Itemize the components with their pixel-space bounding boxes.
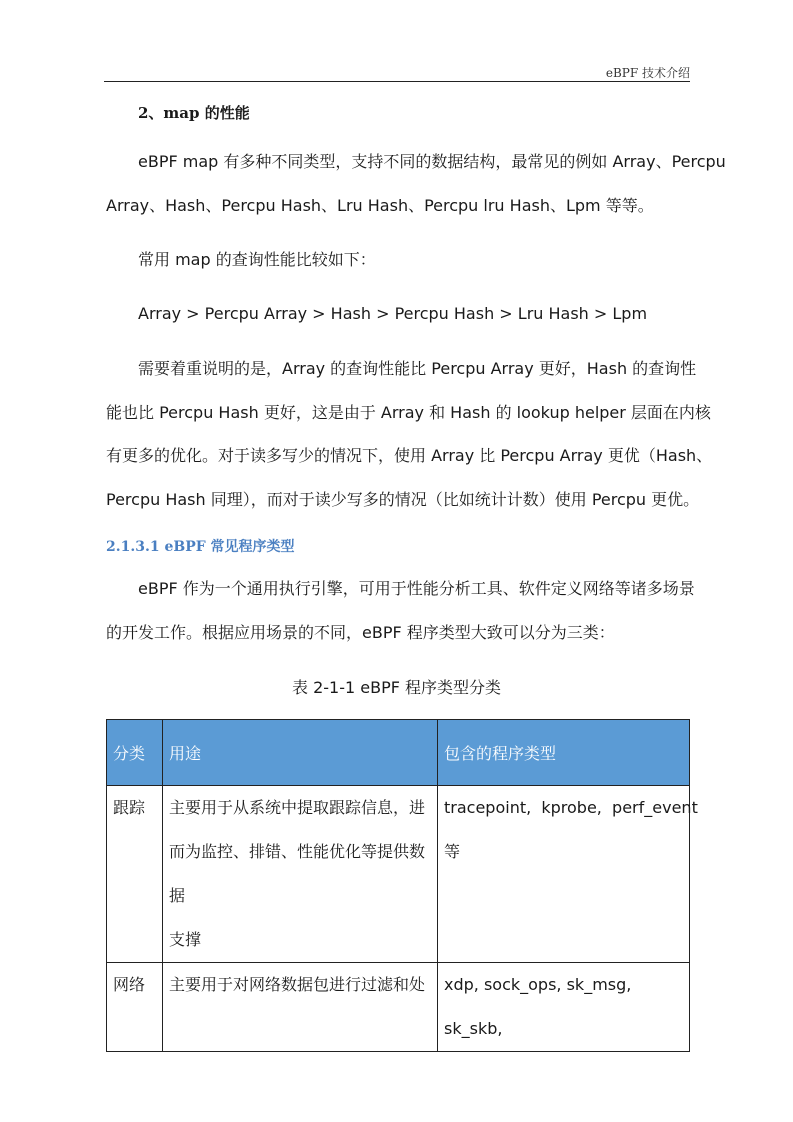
header-usage: 用途	[163, 720, 438, 786]
comparison-line: Array > Percpu Array > Hash > Percpu Hash > Lru Hash > Lpm	[138, 304, 648, 323]
paragraph-line: eBPF map 有多种不同类型，支持不同的数据结构，最常见的例如 Array、Percpu	[138, 152, 726, 171]
running-header: eBPF 技术介绍	[605, 66, 690, 80]
usage-line: 主要用于从系统中提取跟踪信息，进	[169, 798, 426, 817]
row-types	[438, 786, 698, 963]
table-header-row	[107, 720, 690, 786]
section-title: 2、map 的性能	[138, 104, 250, 122]
row-usage	[163, 786, 438, 963]
usage-line: 而为监控、排错、性能优化等提供数据	[169, 842, 426, 905]
paragraph-line: 有更多的优化。对于读多写少的情况下，使用 Array 比 Percpu Array 更优（Hash、	[106, 446, 713, 465]
table-row	[107, 963, 690, 1052]
types-line: 等	[444, 842, 461, 861]
types-line: xdp, sock_ops, sk_msg, sk_skb,	[444, 975, 632, 1038]
paragraph-line: 需要着重说明的是，Array 的查询性能比 Percpu Array 更好，Hash 的查询性	[138, 359, 697, 378]
paragraph-line: Array、Hash、Percpu Hash、Lru Hash、Percpu lru Hash、Lpm 等等。	[106, 196, 654, 215]
types-line: tracepoint, kprobe, perf_event	[444, 798, 698, 817]
header-types: 包含的程序类型	[438, 720, 690, 786]
header-category: 分类	[107, 720, 163, 786]
paragraph-line: Percpu Hash 同理），而对于读少写多的情况（比如统计计数）使用 Percpu 更优。	[106, 490, 700, 509]
program-type-table	[106, 719, 698, 1052]
paragraph-line: 的开发工作。根据应用场景的不同，eBPF 程序类型大致可以分为三类：	[106, 623, 615, 642]
usage-line: 支撑	[169, 930, 202, 949]
table-caption: 表 2-1-1 eBPF 程序类型分类	[291, 678, 502, 697]
usage-line: 主要用于对网络数据包进行过滤和处	[169, 975, 426, 994]
table-row	[107, 786, 690, 963]
row-category: 跟踪	[107, 786, 163, 963]
subsection-title: 2.1.3.1 eBPF 常见程序类型	[106, 539, 295, 555]
row-category: 网络	[107, 963, 163, 1052]
paragraph-line: 常用 map 的查询性能比较如下：	[138, 250, 376, 269]
row-types	[438, 963, 690, 1052]
paragraph-line: eBPF 作为一个通用执行引擎，可用于性能分析工具、软件定义网络等诸多场景	[138, 579, 695, 598]
paragraph-line: 能也比 Percpu Hash 更好，这是由于 Array 和 Hash 的 lookup helper 层面在内核	[106, 403, 711, 422]
row-usage	[163, 963, 438, 1052]
header-rule	[104, 81, 690, 82]
